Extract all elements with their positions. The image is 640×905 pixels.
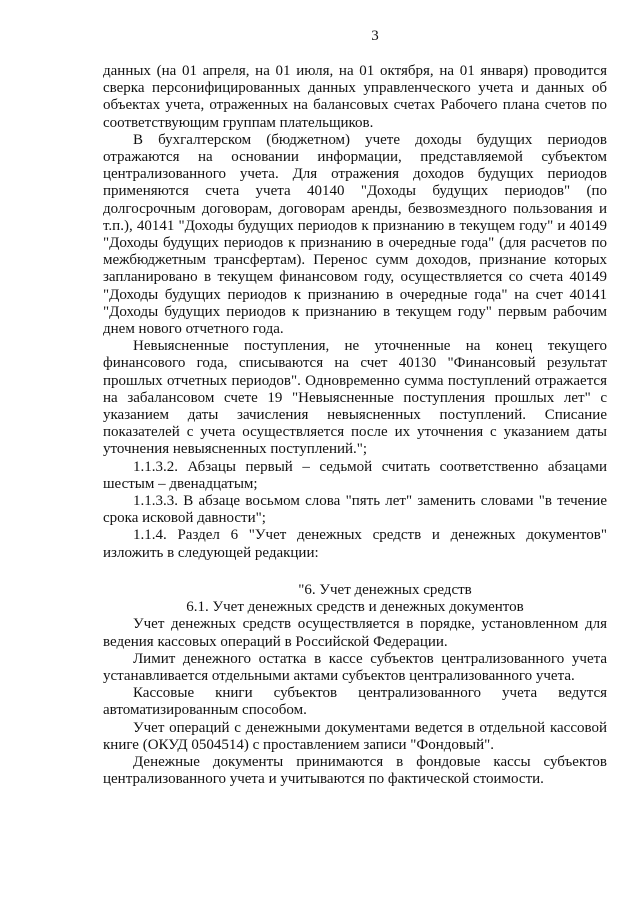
paragraph: 1.1.4. Раздел 6 "Учет денежных средств и денежных документов" изложить в следующей редакции: xyxy=(103,527,607,561)
page-number: 3 xyxy=(371,28,379,44)
paragraph: В бухгалтерском (бюджетном) учете доходы будущих периодов отражаются на основании информации, представляемой субъектом централизованного учета. Для отражения доходов будущих периодов применяются счета учета 40140 "Доходы будущих периодов" (по долгосрочным договорам, договорам аренды, безвозмездного пользования и т.п.), 40141 "Доходы будущих периодов к признанию в текущем году" и 40149 "Доходы будущих периодов к признанию в очередные года" (для расчетов по межбюджетным трансфертам). Перенос сумм доходов, признание которых запланировано в текущем финансовом году, осуществляется со счета 40149 "Доходы будущих периодов к признанию в очередные года" на счет 40141 "Доходы будущих периодов к признанию в текущем году" первым рабочим днем нового отчетного года. xyxy=(103,131,607,338)
paragraph: Лимит денежного остатка в кассе субъектов централизованного учета устанавливается отдельными актами субъектов централизованного учета. xyxy=(103,650,607,684)
paragraph: Невыясненные поступления, не уточненные на конец текущего финансового года, списываются на счет 40130 "Финансовый результат прошлых отчетных периодов". Одновременно сумма поступлений отражается на забалансовом счете 19 "Невыясненные поступления прошлых лет" с указанием даты зачисления невыясненных поступлений. Списание показателей с учета осуществляется после их уточнения с указанием даты уточнения невыясненных поступлений."; xyxy=(103,338,607,458)
paragraph: Кассовые книги субъектов централизованного учета ведутся автоматизированным способом. xyxy=(103,685,607,719)
paragraph: Учет денежных средств осуществляется в порядке, установленном для ведения кассовых операций в Российской Федерации. xyxy=(103,616,607,650)
paragraph: Учет операций с денежными документами ведется в отдельной кассовой книге (ОКУД 0504514) с проставлением записи "Фондовый". xyxy=(103,719,607,753)
subsection-title: 6.1. Учет денежных средств и денежных документов xyxy=(186,599,524,616)
paragraph: 1.1.3.2. Абзацы первый – седьмой считать соответственно абзацами шестым – двенадцатым; xyxy=(103,458,607,492)
paragraph: 1.1.3.3. В абзаце восьмом слова "пять лет" заменить словами "в течение срока исковой давности"; xyxy=(103,493,607,527)
spacer xyxy=(103,562,607,582)
section-title: "6. Учет денежных средств xyxy=(298,581,472,598)
paragraph: Денежные документы принимаются в фондовые кассы субъектов централизованного учета и учитываются по фактической стоимости. xyxy=(103,753,607,788)
paragraph: данных (на 01 апреля, на 01 июля, на 01 октября, на 01 января) проводится сверка персонифицированных данных управленческого учета и данных об объектах учета, отраженных на балансовых счетах Рабочего плана счетов по соответствующим группам плательщиков. xyxy=(103,63,607,131)
